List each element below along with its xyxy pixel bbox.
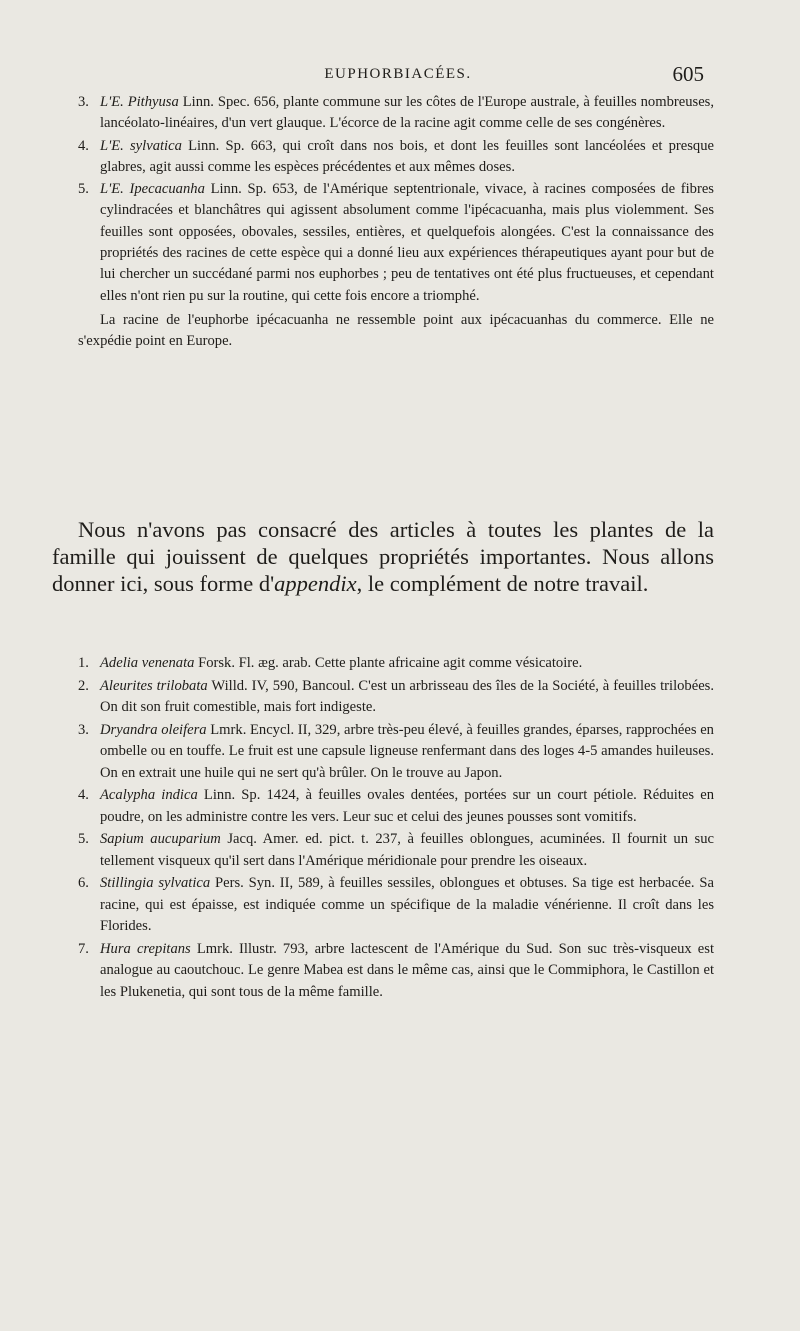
description: Cette plante africaine agit comme vésicatoire. <box>311 655 583 671</box>
citation: Linn. Spec. 656 <box>182 94 276 110</box>
list-item <box>78 785 714 828</box>
description: , à feuilles ovales dentées, portées sur un court pétiole. Réduites en poudre, on les administre contre les vers. Leur suc et celui des jeunes pousses sont vomitifs. <box>100 787 714 825</box>
item-number: 4. <box>78 787 89 803</box>
list-item <box>78 873 714 938</box>
list-item <box>78 92 714 135</box>
citation: Lmrk. Illustr. 793 <box>196 940 305 957</box>
taxon-name: Stillingia sylvatica <box>100 875 211 891</box>
item-number: 6. <box>78 875 89 891</box>
list-item <box>78 939 714 1004</box>
description: , plante commune sur les côtes de l'Europe australe, à feuilles nombreuses, lancéolato-linéaires, d'un vert glauque. L'écorce de la racine agit comme celle de ses congénères. <box>100 94 714 132</box>
intro-text: Nous n'avons pas consacré des articles à toutes les plantes de la famille qui jouissent de quelques propriétés importantes. Nous allons donner ici, sous forme d' <box>52 517 714 596</box>
taxon-name: Hura crepitans <box>100 940 191 957</box>
taxon-name: L'E. Ipecacuanha <box>100 181 205 198</box>
species-list-top <box>78 92 714 353</box>
taxon-name: Aleurites trilobata <box>100 677 208 694</box>
appendix-intro <box>52 517 714 597</box>
list-item <box>78 676 714 719</box>
list-item <box>78 829 714 872</box>
list-item <box>78 720 714 785</box>
citation: Lmrk. Encycl. II, 329 <box>210 721 337 738</box>
intro-text-end: , le complément de notre travail. <box>356 570 649 596</box>
note-paragraph: La racine de l'euphorbe ipécacuanha ne ressemble point aux ipécacuanhas du commerce. Elle ne s'expédie point en Europe. <box>78 311 714 350</box>
list-item <box>78 179 714 307</box>
description: , de l'Amérique septentrionale, vivace, à racines composées de fibres cylindracées et blanchâtres qui agissent absolument comme l'ipécacuanha, mais plus violemment. Ses feuilles sont opposées, obovales, sessiles, entières, et quelquefois alongées. C'est la connaissance des propriétés des racines de cette espèce qui a donné lieu aux expériences thérapeutiques ayant pour but de lui chercher un succédané parmi nos euphorbes ; peu de tentatives ont été plus fructueuses, et cependant elles n'ont rien pu sur la routine, qui cette fois encore a triomphé. <box>100 181 714 304</box>
description: , à feuilles sessiles, oblongues et obtuses. Sa tige est herbacée. Sa racine, qui est épaisse, est indiquée comme un spécifique de la maladie vénérienne. Il croît dans les Florides. <box>100 875 714 934</box>
item-number: 3. <box>78 94 89 110</box>
description: , à feuilles oblongues, acuminées. Il fournit un suc tellement visqueux qu'il sert dans l'Amérique méridionale pour prendre les oiseaux. <box>100 831 714 869</box>
taxon-name: Adelia venenata <box>100 655 195 671</box>
description: , arbre très-peu élevé, à feuilles grandes, éparses, rapprochées en ombelle ou en touffe. Le fruit est une capsule ligneuse renfermant dans des loges 4-5 amandes huileuses. On en extrait une huile qui ne sert qu'à brûler. On le trouve au Japon. <box>100 721 714 781</box>
citation: Linn. Sp. 1424 <box>203 787 296 803</box>
citation: Linn. Sp. 663 <box>188 137 273 154</box>
item-number: 5. <box>78 831 89 847</box>
taxon-name: L'E. sylvatica <box>100 137 182 154</box>
list-item <box>78 136 714 179</box>
intro-italic: appendix <box>274 570 357 596</box>
citation: Linn. Sp. 653 <box>210 181 295 198</box>
citation: Pers. Syn. II, 589 <box>215 875 320 891</box>
citation: Willd. IV, 590, Bancoul. <box>211 677 355 694</box>
appendix-list <box>78 653 714 1004</box>
description: , qui croît dans nos bois, et dont les feuilles sont lancéolées et presque glabres, agit aussi comme les espèces précédentes et aux mêmes doses. <box>100 137 714 175</box>
running-title: EUPHORBIACÉES. <box>324 66 472 82</box>
description: C'est un arbrisseau des îles de la Société, à feuilles trilobées. On dit son fruit comestible, mais fort indigeste. <box>100 677 714 715</box>
item-number: 2. <box>78 677 89 694</box>
citation: Jacq. Amer. ed. pict. t. 237 <box>227 831 398 847</box>
item-number: 4. <box>78 137 89 154</box>
item-number: 5. <box>78 181 89 198</box>
item-number: 1. <box>78 655 89 671</box>
item-number: 3. <box>78 721 89 738</box>
citation: Forsk. Fl. æg. arab. <box>198 655 312 671</box>
taxon-name: Sapium aucuparium <box>100 831 221 847</box>
item-number: 7. <box>78 940 89 957</box>
page-number: 605 <box>672 62 704 86</box>
taxon-name: Dryandra oleifera <box>100 721 207 738</box>
taxon-name: L'E. Pithyusa <box>100 94 179 110</box>
description: , arbre lactescent de l'Amérique du Sud. Son suc très-visqueux est analogue au caoutchouc. Le genre Mabea est dans le même cas, ainsi que le Commiphora, le Castillon et les Plukenetia, qui sont tous de la même famille. <box>100 940 715 1000</box>
taxon-name: Acalypha indica <box>100 787 198 803</box>
running-head <box>92 62 704 90</box>
list-item <box>78 653 714 675</box>
